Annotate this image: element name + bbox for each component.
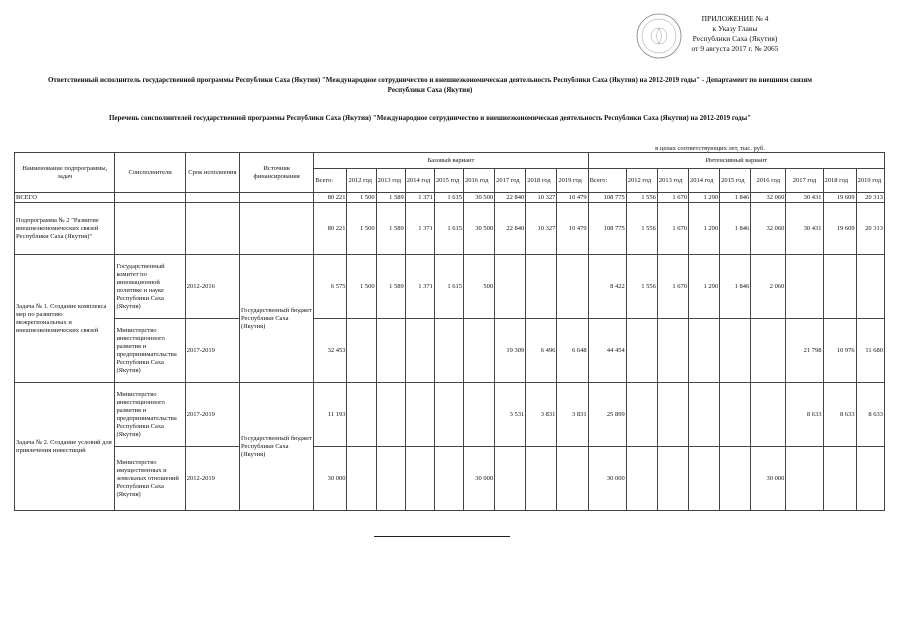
value-cell: 1 846 bbox=[720, 203, 751, 255]
header-intensive-variant: Интенсивный вариант bbox=[588, 153, 884, 169]
value-cell: 11 193 bbox=[314, 383, 347, 447]
value-cell bbox=[626, 447, 657, 511]
value-cell bbox=[856, 447, 884, 511]
value-cell bbox=[376, 447, 405, 511]
value-cell bbox=[626, 383, 657, 447]
responsible-executor-title: Ответственный исполнитель государственной программы Республики Саха (Якутия) "Международное сотрудничество и внешнеэкономическая деятельность Республики Саха (Якутия) на 2012-2019 годы" - Департамент по внешним связям Республики Саха (Якутия) bbox=[47, 76, 813, 94]
value-cell: 1 670 bbox=[657, 203, 688, 255]
coexecutor-cell: Государственный комитет по инновационной политике и науке Республики Саха (Якутия) bbox=[115, 255, 185, 319]
value-cell: 30 500 bbox=[463, 203, 494, 255]
value-cell bbox=[856, 255, 884, 319]
table-row-task2-a bbox=[15, 383, 885, 447]
header-base-year: 2014 год bbox=[405, 169, 434, 193]
value-cell: 44 454 bbox=[588, 319, 626, 383]
value-cell bbox=[751, 383, 786, 447]
value-cell: 19 609 bbox=[823, 193, 856, 203]
coexecutors-list-title: Перечень соисполнителей государственной программы Республики Саха (Якутия) "Международное сотрудничество и внешнеэкономическая деятельность Республики Саха (Якутия) на 2012-2019 годы" bbox=[108, 114, 752, 122]
header-base-year: 2017 год bbox=[495, 169, 526, 193]
value-cell: 8 633 bbox=[823, 383, 856, 447]
value-cell bbox=[557, 447, 588, 511]
value-cell bbox=[688, 319, 719, 383]
value-cell: 1 615 bbox=[434, 203, 463, 255]
funding-table bbox=[14, 152, 885, 511]
value-cell: 30 000 bbox=[314, 447, 347, 511]
table-row-task1-a bbox=[15, 255, 885, 319]
appendix-header bbox=[650, 14, 820, 54]
header-coexecutor: Соисполнители bbox=[115, 153, 185, 193]
value-cell: 1 290 bbox=[688, 193, 719, 203]
header-term: Срок исполнения bbox=[185, 153, 239, 193]
closing-divider bbox=[374, 536, 510, 537]
value-cell: 10 479 bbox=[557, 193, 588, 203]
header-base-year: 2012 год bbox=[347, 169, 376, 193]
value-cell: 3 831 bbox=[526, 383, 557, 447]
header-int-year: 2019 год bbox=[856, 169, 884, 193]
value-cell: 2 060 bbox=[751, 255, 786, 319]
coexecutor-cell: Министерство имущественных и земельных отношений Республики Саха (Якутия) bbox=[115, 447, 185, 511]
value-cell: 1 290 bbox=[688, 203, 719, 255]
appendix-republic: Республики Саха (Якутия) bbox=[692, 34, 778, 43]
value-cell: 3 831 bbox=[557, 383, 588, 447]
value-cell bbox=[657, 383, 688, 447]
header-int-year: 2013 год bbox=[657, 169, 688, 193]
value-cell: 32 453 bbox=[314, 319, 347, 383]
header-base-variant: Базовый вариант bbox=[314, 153, 588, 169]
value-cell: 80 221 bbox=[314, 203, 347, 255]
value-cell bbox=[657, 319, 688, 383]
source-cell: Государственный бюджет Республики Саха (Якутия) bbox=[239, 383, 313, 511]
value-cell: 1 670 bbox=[657, 193, 688, 203]
value-cell: 11 680 bbox=[856, 319, 884, 383]
coexecutor-cell: Министерство инвестиционного развития и предпринимательства Республики Саха (Якутия) bbox=[115, 319, 185, 383]
value-cell: 1 556 bbox=[626, 255, 657, 319]
value-cell: 30 000 bbox=[751, 447, 786, 511]
header-subprogram: Наименование подпрограммы, задач bbox=[15, 153, 115, 193]
table-row-subprogram bbox=[15, 203, 885, 255]
value-cell: 1 670 bbox=[657, 255, 688, 319]
header-int-year: 2012 год bbox=[626, 169, 657, 193]
value-cell: 8 633 bbox=[786, 383, 823, 447]
term-cell: 2012-2019 bbox=[185, 447, 239, 511]
value-cell bbox=[463, 383, 494, 447]
value-cell bbox=[786, 255, 823, 319]
value-cell: 1 371 bbox=[405, 255, 434, 319]
value-cell bbox=[434, 319, 463, 383]
value-cell: 1 371 bbox=[405, 193, 434, 203]
header-base-year: 2016 год bbox=[463, 169, 494, 193]
value-cell: 10 479 bbox=[557, 203, 588, 255]
appendix-date: от 9 августа 2017 г. № 2065 bbox=[691, 44, 779, 53]
value-cell bbox=[688, 383, 719, 447]
value-cell: 19 309 bbox=[495, 319, 526, 383]
value-cell: 6 575 bbox=[314, 255, 347, 319]
value-cell: 21 798 bbox=[786, 319, 823, 383]
value-cell bbox=[688, 447, 719, 511]
header-base-total: Всего: bbox=[314, 169, 347, 193]
header-int-year: 2018 год bbox=[823, 169, 856, 193]
value-cell: 1 589 bbox=[376, 255, 405, 319]
value-cell: 1 556 bbox=[626, 193, 657, 203]
table-row-total bbox=[15, 193, 885, 203]
value-cell bbox=[720, 383, 751, 447]
value-cell bbox=[626, 319, 657, 383]
value-cell: 30 431 bbox=[786, 193, 823, 203]
term-cell: 2012-2016 bbox=[185, 255, 239, 319]
value-cell: 108 775 bbox=[588, 193, 626, 203]
value-cell: 19 609 bbox=[823, 203, 856, 255]
value-cell bbox=[786, 447, 823, 511]
term-cell: 2017-2019 bbox=[185, 383, 239, 447]
value-cell bbox=[557, 255, 588, 319]
value-cell: 32 060 bbox=[751, 193, 786, 203]
units-note: в ценах соответствующих лет, тыс. руб. bbox=[655, 145, 765, 152]
value-cell bbox=[526, 447, 557, 511]
value-cell: 22 840 bbox=[495, 203, 526, 255]
value-cell bbox=[347, 383, 376, 447]
value-cell: 1 556 bbox=[626, 203, 657, 255]
value-cell bbox=[434, 447, 463, 511]
value-cell bbox=[434, 383, 463, 447]
header-int-year: 2014 год bbox=[688, 169, 719, 193]
value-cell: 10 327 bbox=[526, 193, 557, 203]
header-row-variants bbox=[15, 153, 885, 169]
value-cell: 30 000 bbox=[588, 447, 626, 511]
value-cell: 30 000 bbox=[463, 447, 494, 511]
header-base-year: 2018 год bbox=[526, 169, 557, 193]
source-cell: Государственный бюджет Республики Саха (Якутия) bbox=[239, 255, 313, 383]
value-cell bbox=[526, 255, 557, 319]
value-cell: 1 589 bbox=[376, 193, 405, 203]
value-cell: 6 648 bbox=[557, 319, 588, 383]
value-cell: 20 313 bbox=[856, 203, 884, 255]
value-cell: 1 846 bbox=[720, 255, 751, 319]
value-cell: 10 327 bbox=[526, 203, 557, 255]
row-label: Подпрограмма № 2 "Развитие внешнеэкономических связей Республики Саха (Якутия)" bbox=[15, 203, 115, 255]
value-cell: 30 500 bbox=[463, 193, 494, 203]
value-cell: 25 899 bbox=[588, 383, 626, 447]
value-cell bbox=[405, 447, 434, 511]
value-cell bbox=[495, 447, 526, 511]
term-cell: 2017-2019 bbox=[185, 319, 239, 383]
value-cell: 6 496 bbox=[526, 319, 557, 383]
value-cell bbox=[657, 447, 688, 511]
header-base-year: 2019 год bbox=[557, 169, 588, 193]
value-cell: 1 589 bbox=[376, 203, 405, 255]
value-cell: 1 500 bbox=[347, 193, 376, 203]
value-cell bbox=[376, 319, 405, 383]
value-cell bbox=[463, 319, 494, 383]
header-int-year: 2015 год bbox=[720, 169, 751, 193]
task-label: Задача № 1. Создание комплекса мер по развитию межрегиональных и внешнеэкономических связей bbox=[15, 255, 115, 383]
value-cell: 3 531 bbox=[495, 383, 526, 447]
header-int-year: 2017 год bbox=[786, 169, 823, 193]
coexecutor-cell: Министерство инвестиционного развития и предпринимательства Республики Саха (Якутия) bbox=[115, 383, 185, 447]
value-cell bbox=[376, 383, 405, 447]
value-cell: 22 840 bbox=[495, 193, 526, 203]
value-cell: 80 221 bbox=[314, 193, 347, 203]
value-cell bbox=[495, 255, 526, 319]
table-row-task1-b bbox=[15, 319, 885, 383]
value-cell: 8 633 bbox=[856, 383, 884, 447]
value-cell: 8 422 bbox=[588, 255, 626, 319]
value-cell: 108 775 bbox=[588, 203, 626, 255]
value-cell bbox=[405, 383, 434, 447]
header-base-year: 2015 год bbox=[434, 169, 463, 193]
value-cell bbox=[720, 447, 751, 511]
value-cell: 20 313 bbox=[856, 193, 884, 203]
value-cell: 1 290 bbox=[688, 255, 719, 319]
header-int-year: 2016 год bbox=[751, 169, 786, 193]
value-cell bbox=[751, 319, 786, 383]
value-cell bbox=[347, 319, 376, 383]
value-cell bbox=[823, 255, 856, 319]
table-row-task2-b bbox=[15, 447, 885, 511]
value-cell: 10 976 bbox=[823, 319, 856, 383]
header-source: Источник финансирования bbox=[239, 153, 313, 193]
value-cell: 1 846 bbox=[720, 193, 751, 203]
value-cell: 1 615 bbox=[434, 193, 463, 203]
row-label: ВСЕГО bbox=[15, 193, 115, 203]
value-cell: 1 615 bbox=[434, 255, 463, 319]
appendix-number: ПРИЛОЖЕНИЕ № 4 bbox=[701, 14, 769, 23]
value-cell bbox=[720, 319, 751, 383]
header-base-year: 2013 год bbox=[376, 169, 405, 193]
value-cell bbox=[823, 447, 856, 511]
value-cell bbox=[405, 319, 434, 383]
value-cell: 500 bbox=[463, 255, 494, 319]
value-cell: 1 500 bbox=[347, 255, 376, 319]
task-label: Задача № 2. Создание условий для привлечения инвестиций bbox=[15, 383, 115, 511]
value-cell: 32 060 bbox=[751, 203, 786, 255]
header-int-total: Всего: bbox=[588, 169, 626, 193]
value-cell bbox=[347, 447, 376, 511]
value-cell: 1 371 bbox=[405, 203, 434, 255]
value-cell: 30 431 bbox=[786, 203, 823, 255]
appendix-decree: к Указу Главы bbox=[712, 24, 758, 33]
value-cell: 1 500 bbox=[347, 203, 376, 255]
